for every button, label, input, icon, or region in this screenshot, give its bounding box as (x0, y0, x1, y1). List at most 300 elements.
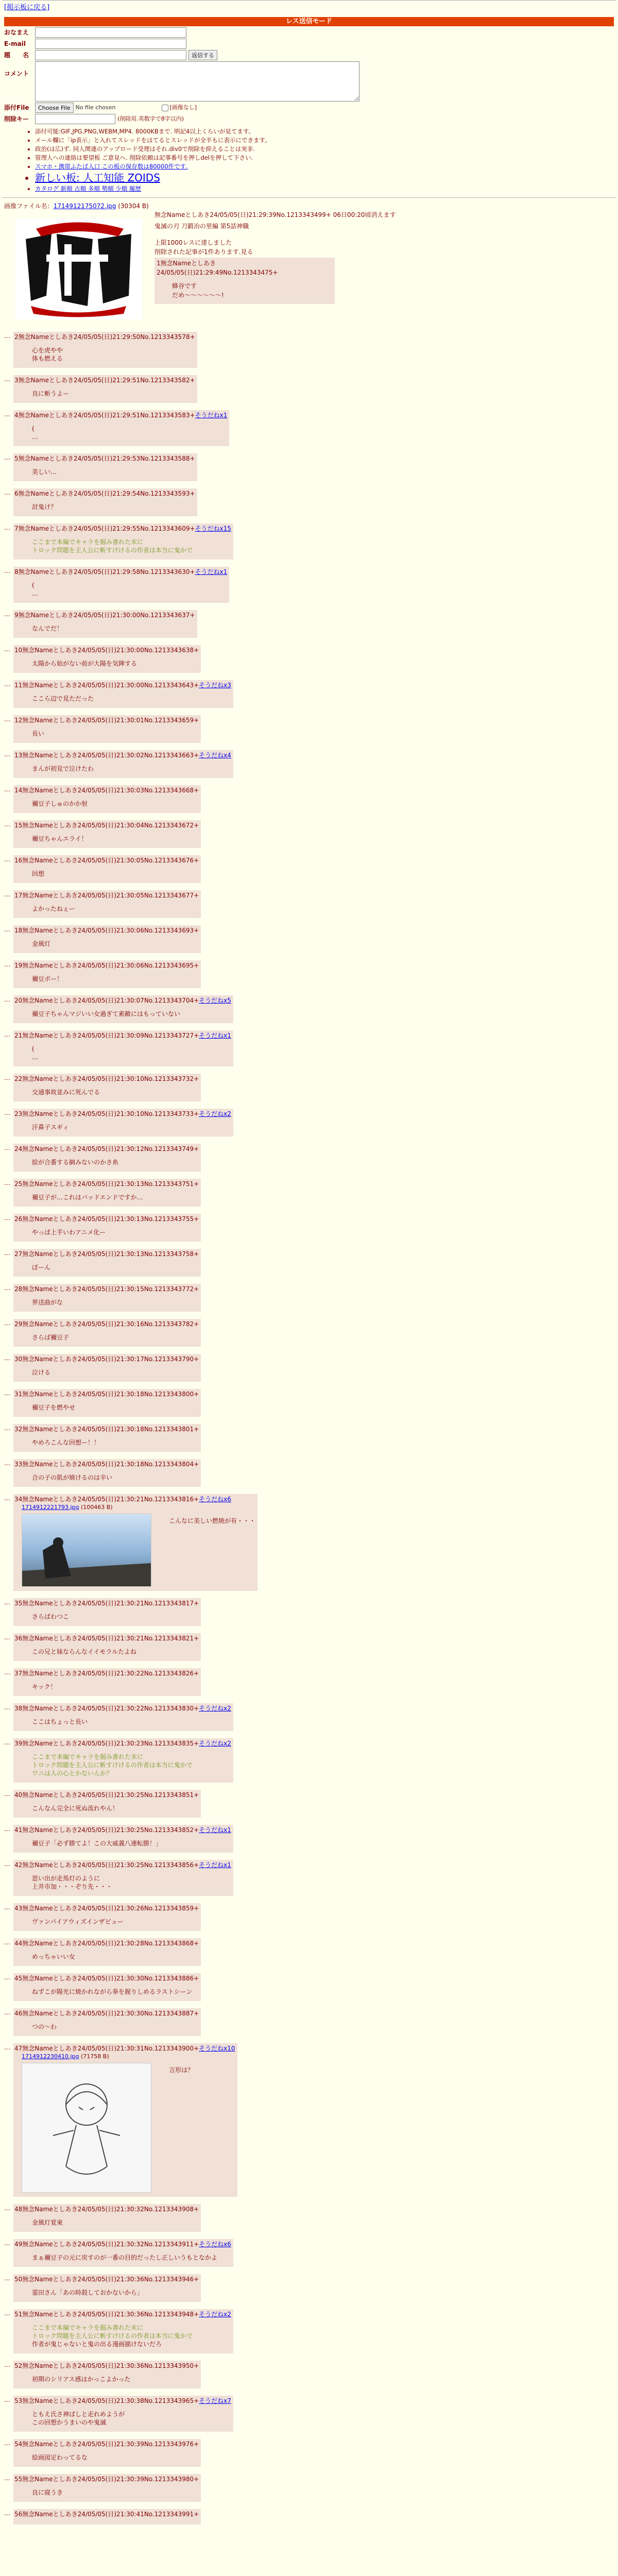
reply-dots: … (4, 716, 10, 723)
reply-header (14, 681, 231, 689)
reply-header-text[interactable]: 42無念Nameとしあき24/05/05(日)21:30:25No.1213343856+ (14, 1861, 199, 1869)
reply-line: まんが初見で泣けたわ (32, 765, 94, 772)
reply-header-text[interactable]: 47無念Nameとしあき24/05/05(日)21:30:31No.1213343900+ (14, 2045, 199, 2052)
reply-body (32, 1333, 199, 1342)
soudane-button[interactable]: そうだねx2 (199, 1740, 231, 1747)
reply-body (32, 975, 199, 983)
reply-dots: … (4, 1354, 10, 1362)
reply-card (13, 375, 197, 403)
soudane-button[interactable]: そうだねx15 (195, 525, 231, 532)
reply (4, 785, 618, 813)
reply-card (13, 785, 201, 813)
reply-line: やめろこんな回想ー！！ (32, 1439, 100, 1446)
reply-card (13, 1179, 201, 1207)
reply-body (32, 870, 199, 878)
reply (4, 1825, 618, 1853)
soudane-button[interactable]: そうだねx7 (199, 2397, 231, 2404)
reply-body (32, 835, 199, 843)
reply (4, 820, 618, 848)
reply-dots: … (4, 2240, 10, 2247)
reply-dots: … (4, 489, 10, 496)
reply-body (32, 2488, 199, 2497)
reply-dots: … (4, 1031, 10, 1038)
reply-card (13, 2509, 201, 2524)
soudane-button[interactable]: そうだねx10 (199, 2045, 235, 2052)
soudane-button[interactable]: そうだねx1 (199, 1861, 231, 1869)
reply-header-text[interactable]: 46無念Nameとしあき24/05/05(日)21:30:30No.1213343887+ (14, 2010, 199, 2017)
reply-header (14, 489, 195, 498)
reply-header (14, 1320, 199, 1328)
mobile-link[interactable]: スマホ・携帯ふたば入口 この板の保存数は80000件です. (35, 163, 188, 170)
reply-dots: … (4, 2009, 10, 2016)
reply-body (32, 940, 199, 948)
reply-body (32, 1988, 199, 1996)
reply-header-text[interactable]: 28無念Nameとしあき24/05/05(日)21:30:15No.1213343772+ (14, 1285, 199, 1293)
name-input[interactable] (35, 27, 186, 38)
reply-card (13, 890, 201, 918)
reply-card (13, 645, 201, 673)
reply-line: 禰豆ちゃんエライ！ (32, 835, 88, 842)
reply (4, 610, 618, 638)
reply-header-text[interactable]: 24無念Nameとしあき24/05/05(日)21:30:12No.1213343749+ (14, 1145, 199, 1153)
reply-card (13, 1598, 201, 1626)
reply (4, 2043, 618, 2197)
reply-header (14, 1861, 231, 1869)
reply-header-text[interactable]: 13無念Nameとしあき24/05/05(日)21:30:02No.1213343663+ (14, 752, 199, 759)
reply-body (32, 1648, 199, 1656)
op-file-link[interactable]: 1714912175072.jpg (53, 202, 116, 210)
reply-dots: … (4, 1249, 10, 1257)
reply-header-text[interactable]: 14無念Nameとしあき24/05/05(日)21:30:03No.1213343668+ (14, 787, 199, 794)
reply-header (14, 2310, 231, 2318)
reply (4, 925, 618, 953)
reply-dots: … (4, 1904, 10, 1911)
reply-card (13, 715, 201, 743)
reply-header-text[interactable]: 54無念Nameとしあき24/05/05(日)21:30:39No.1213343976+ (14, 2441, 199, 2448)
reply-body (32, 503, 195, 511)
reply-line: こんなに美しい燃焼が有・・・ (169, 1517, 256, 1524)
reply-header-text[interactable]: 25無念Nameとしあき24/05/05(日)21:30:13No.1213343751+ (14, 1180, 199, 1188)
reply-line: 絵画図定わってるな (32, 2454, 88, 2461)
reply-header (14, 1634, 199, 1642)
reply-line: 思い出が走馬灯のように (32, 1875, 100, 1882)
reply-line: ともえ氏さ神ばしと走れめようが (32, 2411, 125, 2418)
reply-header (14, 454, 195, 463)
reply-body (32, 1438, 199, 1447)
reply-header-text[interactable]: 45無念Nameとしあき24/05/05(日)21:30:30No.1213343886+ (14, 1975, 199, 1982)
reply-header-text[interactable]: 18無念Nameとしあき24/05/05(日)21:30:06No.1213343693+ (14, 927, 199, 934)
reply-body (32, 905, 199, 913)
reply-dots: … (4, 961, 10, 968)
reply-body (32, 1088, 199, 1096)
reply-header-text[interactable]: 40無念Nameとしあき24/05/05(日)21:30:25No.1213343851+ (14, 1791, 199, 1799)
reply-file-link[interactable]: 1714912221793.jpg (22, 1504, 79, 1511)
reply-header (14, 1250, 199, 1258)
reply-header-text[interactable]: 4無念Nameとしあき24/05/05(日)21:29:51No.1213343583+ (14, 412, 195, 419)
reply-dots: … (4, 1939, 10, 1946)
reply (4, 645, 618, 673)
reply (4, 2204, 618, 2232)
reply-header-text[interactable]: 16無念Nameとしあき24/05/05(日)21:30:05No.1213343676+ (14, 857, 199, 864)
reply-header-text[interactable]: 50無念Nameとしあき24/05/05(日)21:30:36No.1213343946+ (14, 2276, 199, 2283)
reply-header-text[interactable]: 41無念Nameとしあき24/05/05(日)21:30:25No.1213343852+ (14, 1826, 199, 1834)
reply-header-text[interactable]: 2無念Nameとしあき24/05/05(日)21:29:50No.1213343578+ (14, 333, 195, 341)
reply-header-text[interactable]: 8無念Nameとしあき24/05/05(日)21:29:58No.1213343630+ (14, 568, 195, 575)
post-form (4, 27, 618, 124)
reply-header (14, 1904, 199, 1912)
reply (4, 1424, 618, 1452)
new-boards-link[interactable]: 新しい板: 人工知能 ZOIDS (35, 172, 160, 184)
reply-header (14, 2205, 199, 2213)
reply-dots: … (4, 2439, 10, 2447)
reply-line: 太陽から始がない前が大陽を気陣する (32, 660, 138, 667)
reply-line: 禰豆子しゅのかか射 (32, 800, 88, 807)
reply-card (13, 2204, 201, 2232)
reply-card (13, 750, 233, 778)
reply-line: ここら辺で見ただった (32, 695, 94, 702)
reply-header-text[interactable]: 38無念Nameとしあき24/05/05(日)21:30:22No.1213343830+ (14, 1705, 199, 1712)
soudane-button[interactable]: そうだねx5 (199, 997, 231, 1004)
reply (4, 2474, 618, 2502)
reply-header (14, 961, 199, 970)
soudane-button[interactable]: そうだねx1 (199, 1826, 231, 1834)
reply-line: キック！ (32, 1683, 57, 1690)
delkey-hint: (削除用.英数字で8字以内) (117, 115, 184, 122)
soudane-button[interactable]: そうだねx6 (199, 2241, 231, 2248)
reply-header (14, 1495, 255, 1503)
reply-line: 美しい… (32, 468, 57, 476)
reply-dots: … (4, 1109, 10, 1116)
reply-body (32, 1010, 231, 1018)
reply-header-text[interactable]: 48無念Nameとしあき24/05/05(日)21:30:32No.1213343908+ (14, 2206, 199, 2213)
reply-body (32, 1874, 231, 1891)
divider (2, 197, 616, 198)
mode-bar: レス送信モード (4, 17, 614, 26)
reply-dots: … (4, 1144, 10, 1151)
reply (4, 488, 618, 516)
reply (4, 680, 618, 708)
reply-body (32, 538, 231, 554)
reply-body (32, 581, 227, 598)
reply (4, 2309, 618, 2353)
reply-body (32, 1298, 199, 1307)
comment-label: コメント (4, 70, 29, 77)
reply-card (13, 1214, 201, 1242)
reply (4, 1074, 618, 1101)
soudane-button[interactable]: そうだねx3 (199, 682, 231, 689)
reply (4, 2361, 618, 2388)
reply-dots: … (4, 411, 10, 418)
reply-line: 上井市加・・・ぞり先・・・ (32, 1883, 113, 1890)
reply-header (14, 2440, 199, 2448)
reply-card (13, 2239, 233, 2267)
reply (4, 1973, 618, 2001)
reply-body (32, 659, 199, 668)
reply-card (13, 1074, 201, 1101)
reply-line: ( (32, 582, 35, 589)
reply-line: … (32, 590, 38, 597)
reply-body (32, 1403, 199, 1412)
reply-line: やっぱ上手いわアニメ化ー (32, 1229, 106, 1236)
reply-file-size: (100463 B) (81, 1504, 113, 1511)
reply-header-text[interactable]: 30無念Nameとしあき24/05/05(日)21:30:17No.1213343790+ (14, 1355, 199, 1363)
reply-line: 言形は？ (169, 2066, 194, 2074)
reply-header (14, 996, 231, 1005)
reply-header-text[interactable]: 33無念Nameとしあき24/05/05(日)21:30:18No.1213343804+ (14, 1461, 199, 1468)
reply-body (32, 2324, 231, 2348)
comment-textarea[interactable] (35, 61, 359, 101)
reply-line: まぁ禰豆子の元に戻すのが一番の目的だったし正しいうもとなかよ (32, 2254, 218, 2261)
soudane-button[interactable]: そうだねx1 (195, 412, 228, 419)
reply-header-text[interactable]: 6無念Nameとしあき24/05/05(日)21:29:54No.1213343593+ (14, 490, 195, 497)
reply-header-text[interactable]: 5無念Nameとしあき24/05/05(日)21:29:53No.1213343588+ (14, 455, 195, 462)
reply-body (32, 800, 199, 808)
reply-header-text[interactable]: 51無念Nameとしあき24/05/05(日)21:30:36No.1213343948+ (14, 2311, 199, 2318)
reply-line: ここはちょっと長い (32, 1718, 88, 1725)
reply-header-text[interactable]: 22無念Nameとしあき24/05/05(日)21:30:10No.1213343732+ (14, 1075, 199, 1082)
reply-card (13, 1284, 201, 1312)
reply-header (14, 1180, 199, 1188)
reply (4, 453, 618, 481)
reply (4, 1633, 618, 1661)
reply-body (32, 1123, 231, 1131)
reply-header-text[interactable]: 15無念Nameとしあき24/05/05(日)21:30:04No.1213343672+ (14, 822, 199, 829)
top-rule (2, 0, 616, 1)
reply-header-text[interactable]: 7無念Nameとしあき24/05/05(日)21:29:55No.1213343609+ (14, 525, 195, 532)
reply-card (13, 2474, 201, 2502)
reply-header-text[interactable]: 20無念Nameとしあき24/05/05(日)21:30:07No.1213343704+ (14, 997, 199, 1004)
reply-card (13, 855, 201, 883)
reply-card (13, 1354, 201, 1382)
reply-header-text[interactable]: 3無念Nameとしあき24/05/05(日)21:29:51No.1213343582+ (14, 377, 195, 384)
reply-header-text[interactable]: 26無念Nameとしあき24/05/05(日)21:30:13No.1213343755+ (14, 1215, 199, 1223)
reply (4, 410, 618, 446)
reply-header-text[interactable]: 53無念Nameとしあき24/05/05(日)21:30:38No.1213343965+ (14, 2397, 199, 2404)
reply-dots: … (4, 681, 10, 688)
reply (4, 1598, 618, 1626)
reply-dots: … (4, 1425, 10, 1432)
soudane-button[interactable]: そうだねx1 (199, 1032, 231, 1039)
catalog-link[interactable]: カタログ 新順 古順 多順 勢順 少順 履歴 (35, 185, 141, 192)
reply-header-text[interactable]: 19無念Nameとしあき24/05/05(日)21:30:06No.1213343695+ (14, 962, 199, 969)
soudane-button[interactable]: そうだねx2 (199, 2311, 231, 2318)
reply-dots: … (4, 1790, 10, 1798)
reply-header (14, 821, 199, 829)
reply-card (13, 1703, 233, 1731)
reply-card (13, 680, 233, 708)
reply-card (13, 1494, 258, 1591)
catalog-links (35, 184, 618, 193)
manga-sketch-icon (22, 2063, 151, 2192)
reply-header (14, 716, 199, 724)
reply-line: ねずこが陽光に焼かれながら拳を握りしめるラストシーン (32, 1988, 193, 1995)
reply-header-text[interactable]: 9無念Nameとしあき24/05/05(日)21:30:00No.1213343637+ (14, 612, 195, 619)
reply-body (32, 2023, 199, 2031)
reply-header-text[interactable]: 35無念Nameとしあき24/05/05(日)21:30:21No.1213343817+ (14, 1600, 199, 1607)
reply-header-text[interactable]: 52無念Nameとしあき24/05/05(日)21:30:36No.1213343950+ (14, 2362, 199, 2369)
reply-header-text[interactable]: 43無念Nameとしあき24/05/05(日)21:30:26No.1213343859+ (14, 1905, 199, 1912)
reply-line: さらばわつこ (32, 1613, 70, 1620)
op-line: 鬼滅の刃 刀鍛冶の里編 第5話神職 (154, 223, 249, 230)
reply-line: なんでだ！ (32, 625, 63, 632)
reply (4, 715, 618, 743)
notes (26, 127, 618, 193)
reply-line: 心を虎やや (32, 347, 63, 354)
reply-header (14, 2044, 235, 2053)
reply (4, 1030, 618, 1066)
delkey-input[interactable] (35, 114, 115, 124)
reply (4, 2509, 618, 2524)
reply-card (13, 1249, 201, 1277)
reply-header (14, 856, 199, 865)
reply-header (14, 1031, 231, 1040)
reply (4, 890, 618, 918)
reply-quote-line: ワニは人の心とかないんか？ (32, 1770, 113, 1777)
choose-file-button[interactable]: Choose File (35, 103, 74, 113)
reply-line: 禰豆子「必ず勝てよ！この大威義八連転勝！」 (32, 1840, 162, 1847)
reply-header-text[interactable]: 29無念Nameとしあき24/05/05(日)21:30:16No.1213343782+ (14, 1320, 199, 1328)
reply-thumbnail[interactable] (22, 2063, 151, 2193)
reply-line: ( (32, 425, 35, 432)
reply-line: この兄と妹ならんなイイモラルたよね (32, 1648, 137, 1655)
reply-header (14, 646, 199, 654)
op-post (4, 210, 618, 332)
reply-header-text[interactable]: 56無念Nameとしあき24/05/05(日)21:30:41No.1213343991+ (14, 2511, 199, 2518)
reply-header-text[interactable]: 37無念Nameとしあき24/05/05(日)21:30:22No.1213343826+ (14, 1670, 199, 1677)
reply-card (13, 332, 197, 368)
subject-input[interactable] (35, 50, 186, 60)
reply-header-text[interactable]: 21無念Nameとしあき24/05/05(日)21:30:09No.1213343727+ (14, 1032, 199, 1039)
note-item (35, 162, 618, 171)
reply-body (32, 1473, 199, 1482)
reply (4, 1389, 618, 1417)
reply-body (32, 1228, 199, 1236)
reply-dots: … (4, 996, 10, 1003)
reply (4, 1668, 618, 1696)
note-item: • 管理人への連絡は要望板 ご意見へ. 削除依頼は記事番号を押しdelを押して下さい. (35, 154, 618, 162)
reply-line: 討鬼け？ (32, 503, 57, 511)
reply-body (32, 1804, 199, 1812)
reply-dots: … (4, 1284, 10, 1292)
reply-card (13, 925, 201, 953)
reply-header-text[interactable]: 12無念Nameとしあき24/05/05(日)21:30:01No.1213343659+ (14, 717, 199, 724)
reply-header (14, 786, 199, 794)
reply-dots: … (4, 2510, 10, 2517)
reply-header (14, 926, 199, 935)
reply-line: 禰豆子ちゃんマジいい女過ぎて素敵にはもっていない (32, 1010, 181, 1018)
reply-quote-line: ここまで本編でキャラを掘み書れた末に (32, 2324, 144, 2331)
reply-header-text[interactable]: 44無念Nameとしあき24/05/05(日)21:30:28No.1213343868+ (14, 1940, 199, 1947)
reply-card (13, 1109, 233, 1137)
reply-header (14, 1974, 199, 1982)
op-image[interactable] (15, 218, 142, 319)
reply-header-text[interactable]: 31無念Nameとしあき24/05/05(日)21:30:18No.1213343800+ (14, 1391, 199, 1398)
reply-quote-line: トロック問題を主人公に斬すけけるの作者は本当に鬼かで (32, 2332, 193, 2340)
reply-body (32, 1753, 231, 1777)
reply-file (22, 1503, 255, 1512)
reply (4, 332, 618, 368)
reply-card (13, 1319, 201, 1347)
reply (4, 855, 618, 883)
soudane-button[interactable]: そうだねx4 (199, 752, 231, 759)
reply-line: 禰豆子が…これはバッドエンドですか… (32, 1194, 143, 1201)
reply (4, 1109, 618, 1137)
reply-card (13, 2361, 201, 2388)
reply-file-link[interactable]: 1714912230410.jpg (22, 2053, 79, 2060)
op-line: 上限1000レスに達しました (154, 239, 232, 246)
no-image-checkbox[interactable] (162, 105, 168, 111)
reply-dots: … (4, 786, 10, 793)
submit-button[interactable]: 返信する (188, 50, 217, 60)
reply-header-text[interactable]: 55無念Nameとしあき24/05/05(日)21:30:39No.1213343980+ (14, 2476, 199, 2483)
reply-card (13, 610, 197, 638)
reply-body (32, 1953, 199, 1961)
reply-thumbnail[interactable] (22, 1514, 151, 1587)
reply-header-text[interactable]: 34無念Nameとしあき24/05/05(日)21:30:21No.1213343816+ (14, 1496, 199, 1503)
reply (4, 1319, 618, 1347)
subject-label: 題 名 (4, 52, 29, 59)
op-header: 無念Nameとしあき24/05/05(日)21:29:39No.1213343499+ 06日00:20頃消えます (154, 211, 396, 218)
soudane-button[interactable]: そうだねx1 (195, 568, 228, 575)
reply-header-text[interactable]: 49無念Nameとしあき24/05/05(日)21:30:32No.1213343911+ (14, 2241, 199, 2248)
reply-dots: … (4, 2044, 10, 2051)
reply-card (13, 1030, 233, 1066)
reply-header-text[interactable]: 32無念Nameとしあき24/05/05(日)21:30:18No.1213343801+ (14, 1426, 199, 1433)
reply-header-text[interactable]: 11無念Nameとしあき24/05/05(日)21:30:00No.1213343643+ (14, 682, 199, 689)
reply-body (32, 1613, 199, 1621)
reply-card (13, 2439, 201, 2467)
reply-header (14, 2397, 231, 2405)
reply (4, 567, 618, 603)
reply-body (32, 1193, 199, 1201)
reply-dots: … (4, 1739, 10, 1746)
reply-card (13, 523, 233, 560)
reply (4, 750, 618, 778)
reply-dots: … (4, 2396, 10, 2403)
reply-header-text[interactable]: 17無念Nameとしあき24/05/05(日)21:30:05No.1213343677+ (14, 892, 199, 899)
reply-body (32, 2218, 199, 2227)
reply-body (32, 694, 231, 703)
back-to-board-link[interactable]: [掲示板に戻る] (4, 4, 50, 11)
reply-card (13, 453, 197, 481)
reply-header-text[interactable]: 39無念Nameとしあき24/05/05(日)21:30:23No.1213343835+ (14, 1740, 199, 1747)
reply-header-text[interactable]: 27無念Nameとしあき24/05/05(日)21:30:13No.1213343758+ (14, 1250, 199, 1258)
reply-body (169, 1517, 255, 1525)
reply-header-text[interactable]: 23無念Nameとしあき24/05/05(日)21:30:10No.1213343733+ (14, 1110, 199, 1117)
reply-header (14, 1826, 231, 1834)
op-sub-line: 蜂谷です (172, 282, 197, 290)
reply-dots: … (4, 646, 10, 653)
reply-header (14, 411, 227, 419)
soudane-button[interactable]: そうだねx2 (199, 1705, 231, 1712)
reply-card (13, 2309, 233, 2353)
reply-header-text[interactable]: 36無念Nameとしあき24/05/05(日)21:30:21No.1213343821+ (14, 1635, 199, 1642)
reply-line: こんなん完全に死ぬ流れやん！ (32, 1805, 119, 1812)
reply-body (32, 1918, 199, 1926)
reply-header (14, 2275, 199, 2283)
reply-header (14, 333, 195, 341)
reply-dots: … (4, 454, 10, 461)
soudane-button[interactable]: そうだねx6 (199, 1496, 231, 1503)
reply-body (32, 468, 195, 476)
soudane-button[interactable]: そうだねx2 (199, 1110, 231, 1117)
reply-header-text[interactable]: 10無念Nameとしあき24/05/05(日)21:30:00No.1213343638+ (14, 647, 199, 654)
reply-header (14, 1739, 231, 1748)
reply (4, 2439, 618, 2467)
reply-card (13, 2043, 237, 2197)
reply (4, 2008, 618, 2036)
email-input[interactable] (35, 39, 186, 49)
